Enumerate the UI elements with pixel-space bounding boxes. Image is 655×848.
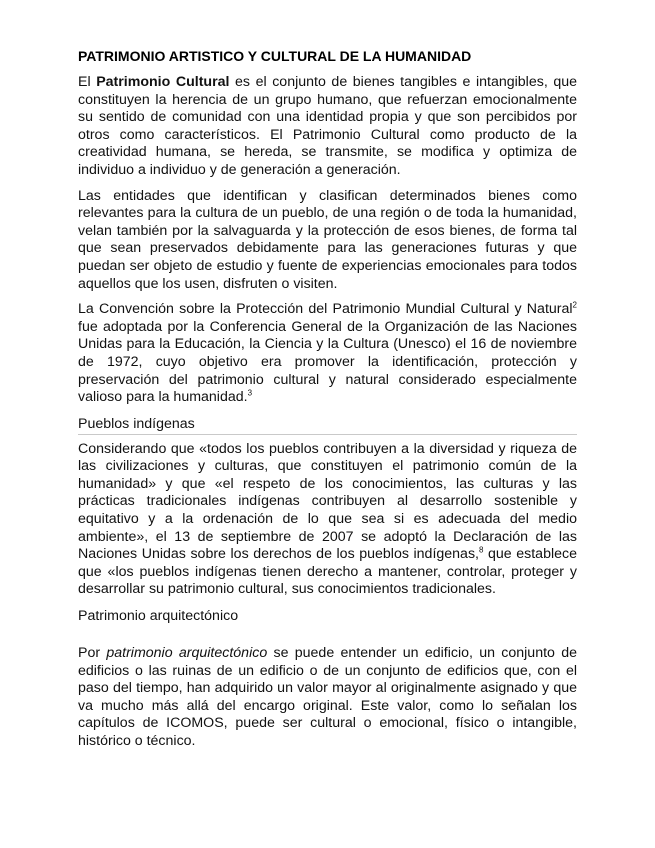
paragraph-convention [78, 301, 577, 407]
text-segment: La Convención sobre la Protección del Patrimonio Mundial Cultural y Natural [78, 301, 573, 318]
text-segment: que establece que «los pueblos indígenas tienen derecho a mantener, controlar, proteger y desarrollar su patrimonio cultural, sus conocimientos tradicionales. [78, 546, 577, 598]
page-title: PATRIMONIO ARTISTICO Y CULTURAL DE LA HUMANIDAD [78, 48, 472, 64]
italic-term: patrimonio arquitectónico [106, 645, 268, 662]
paragraph-architecture [78, 645, 577, 751]
footnote-ref: 2 [572, 300, 577, 310]
section-heading-indigenous: Pueblos indígenas [78, 415, 577, 435]
text-segment: es el conjunto de bienes tangibles e intangibles, que constituyen la herencia de un grupo humano, que refuerzan emocionalmente su sentido de comunidad con una identidad propia y que son percibidos por otros como característicos. El Patrimonio Cultural como producto de la creatividad humana, se hereda, se transmite, se modifica y optimiza de individuo a individuo y de generación a generación. [78, 74, 578, 178]
paragraph-indigenous [78, 441, 577, 599]
text-segment: El [78, 74, 97, 90]
paragraph-entities: Las entidades que identifican y clasifican determinados bienes como relevantes para la cultura de un pueblo, de una región o de toda la humanidad, velan también por la salvaguarda y la protección de esos bienes, de forma tal que sean preservados debidamente para las generaciones futuras y que puedan ser objeto de estudio y fuente de experiencias emocionales para todos aquellos que los usen, disfruten o visiten. [78, 187, 577, 292]
text-segment: se puede entender un edificio, un conjunto de edificios o las ruinas de un edificio o de un conjunto de edificios que, con el paso del tiempo, han adquirido un valor mayor al originalmente asignado y que va mucho más allá del encargo original. Este valor, como lo señalan los capítulos de ICOMOS, puede ser cultural o emocional, físico o intangible, histórico o técnico. [78, 645, 577, 749]
text-segment: Considerando que «todos los pueblos contribuyen a la diversidad y riqueza de las civilizaciones y culturas, que constituyen el patrimonio común de la humanidad» y que «el respeto de los conocimientos, las culturas y las prácticas tradicionales indígenas contribuyen al desarrollo sostenible y equitativo y a la ordenación de lo que sea si es adecuada del medio ambiente», el 13 de septiembre de 2007 se adoptó la Declaración de las Naciones Unidas sobre los derechos de los pueblos indígenas, [78, 440, 577, 563]
footnote-ref: 8 [478, 545, 484, 555]
text-segment: Por [78, 645, 107, 662]
paragraph-cultural-heritage [78, 74, 577, 180]
bold-term: Patrimonio Cultural [96, 74, 230, 90]
footnote-ref: 3 [247, 388, 253, 398]
document-page [78, 47, 577, 759]
section-heading-architecture: Patrimonio arquitectónico [78, 608, 239, 625]
text-segment: fue adoptada por la Conferencia General de la Organización de las Naciones Unidas para la Educación, la Ciencia y la Cultura (Unesco) el 16 de noviembre de 1972, cuyo objetivo era promover la identificación, protección y preservación del patrimonio cultural y natural considerado especialmente valioso para la humanidad. [78, 318, 577, 406]
